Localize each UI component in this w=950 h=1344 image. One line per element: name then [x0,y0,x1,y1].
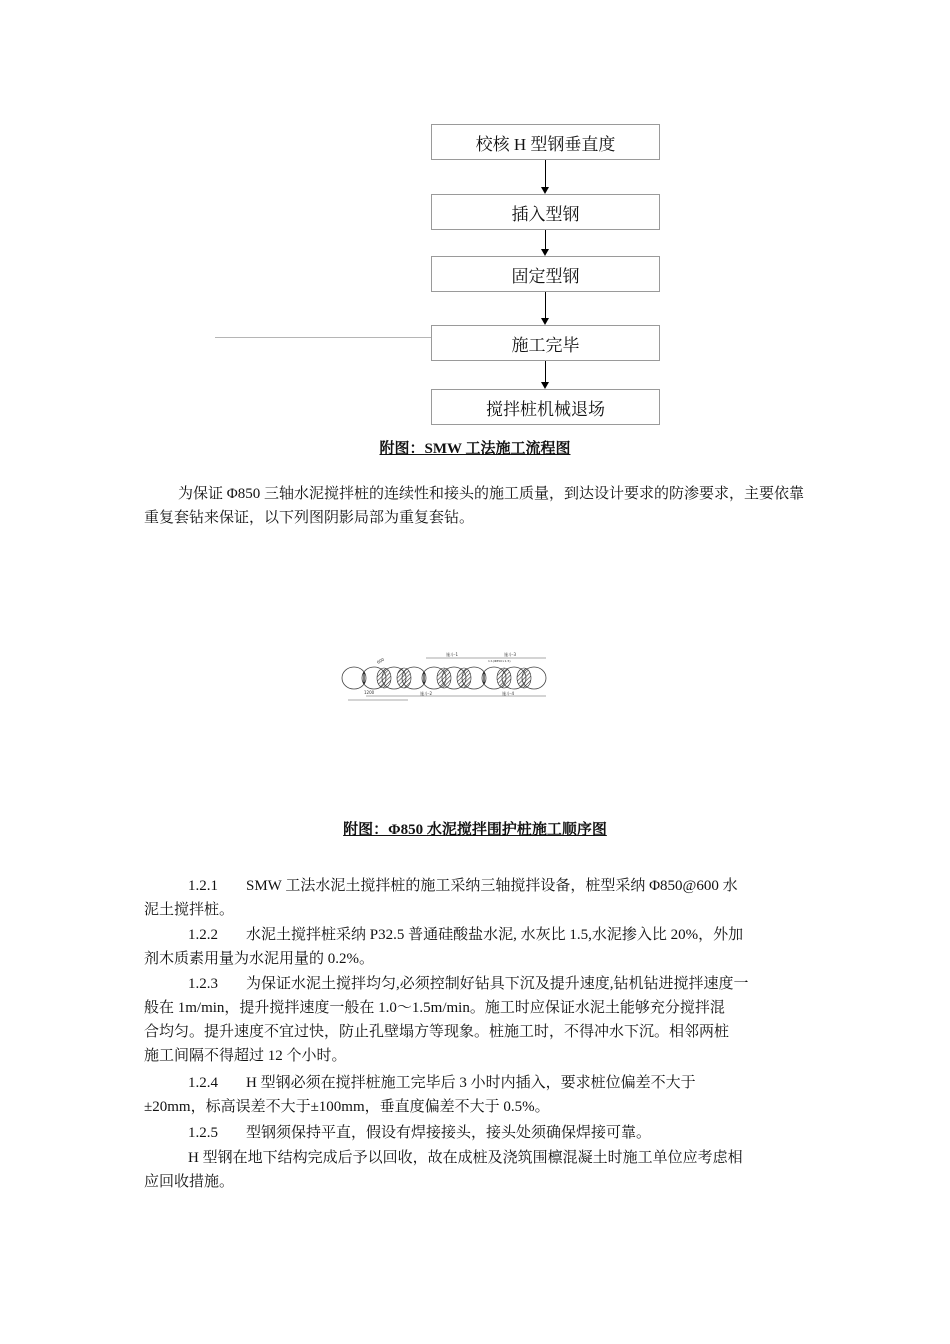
closing-paragraph [144,1146,814,1194]
pile-sequence-diagram [340,650,550,710]
item-1-2-3 [144,972,814,1068]
item-line: 泥土搅拌桩。 [144,902,235,918]
flow-arrow-line [545,230,546,250]
closing-line: H 型钢在地下结构完成后予以回收，故在成桩及浇筑围檩混凝土时施工单位应考虑相 [188,1150,743,1166]
label-bottom-1: 施斗-2 [420,691,432,696]
flow-arrow-head [541,187,549,194]
item-number: 1.2.1 [188,878,218,894]
flow-step-fix-steel [431,256,660,292]
label-dim-bottom: 1200 [364,690,375,695]
item-number: 1.2.2 [188,927,218,943]
item-line: 型钢须保持平直，假设有焊接接头，接头处须确保焊接可靠。 [246,1125,652,1141]
flow-step-label: 校核 H 型钢垂直度 [475,134,616,154]
item-line: 水泥土搅拌桩采纳 P32.5 普通硅酸盐水泥, 水灰比 1.5,水泥掺入比 20%，外加 [246,927,744,943]
flow-arrow-head [541,249,549,256]
flow-arrow-line [545,292,546,318]
overlap-hatched-zones [377,668,531,688]
item-line: ±20mm，标高误差不大于±100mm，垂直度偏差不大于 0.5%。 [144,1099,550,1115]
flow-step-label: 插入型钢 [511,204,580,224]
item-line: 合均匀。提升速度不宜过快，防止孔壁塌方等现象。桩施工时，不得冲水下沉。相邻两桩 [144,1024,730,1040]
item-1-2-2 [144,923,814,971]
label-top-2: 施斗-3 [504,652,516,657]
side-connector-line [215,337,431,338]
flow-arrow-head [541,318,549,325]
flowchart-caption: 附图：SMW 工法施工流程图 [379,441,571,457]
item-number: 1.2.4 [188,1075,218,1091]
intro-paragraph: 为保证 Φ850 三轴水泥搅拌桩的连续性和接头的施工质量，到达设计要求的防渗要求，主要依靠重复套钻来保证，以下列图阴影局部为重复套钻。 [144,486,804,526]
item-number: 1.2.3 [188,976,218,992]
flow-step-construction-complete [431,325,660,361]
flow-step-machine-exit [431,389,660,425]
label-dim-top: 600 [376,656,386,665]
closing-line: 应回收措施。 [144,1174,235,1190]
item-line: H 型钢必须在搅拌桩施工完毕后 3 小时内插入，要求桩位偏差不大于 [246,1075,696,1091]
item-number: 1.2.5 [188,1125,218,1141]
item-1-2-5 [144,1121,814,1145]
item-line: SMW 工法水泥土搅拌桩的施工采纳三轴搅拌设备，桩型采纳 Φ850@600 水 [246,878,738,894]
flow-arrow-head [541,382,549,389]
item-line: 剂木质素用量为水泥用量的 0.2%。 [144,951,374,967]
pile-diagram-caption: 附图：Φ850 水泥搅拌围护桩施工顺序图 [343,822,607,838]
item-1-2-1 [144,874,814,922]
flow-step-verify-verticality [431,124,660,160]
item-1-2-4 [144,1071,814,1119]
flow-step-label: 搅拌桩机械退场 [486,399,605,419]
label-top-1: 施斗-1 [446,652,458,657]
flow-step-insert-steel [431,194,660,230]
label-bottom-2: 施斗-4 [502,691,514,696]
item-line: 施工间隔不得超过 12 个小时。 [144,1048,347,1064]
flow-arrow-line [545,160,546,187]
item-line: 为保证水泥土搅拌均匀,必须控制好钻具下沉及提升速度,钻机钻进搅拌速度一 [246,976,749,992]
flow-step-label: 固定型钢 [511,266,580,286]
flow-arrow-line [545,361,546,382]
label-note: 1:1(Φ850×1.5) [488,659,511,663]
item-line: 般在 1m/min，提升搅拌速度一般在 1.0～1.5m/min。施工时应保证水泥土能够充分搅拌混 [144,1000,725,1016]
flow-step-label: 施工完毕 [511,335,580,355]
